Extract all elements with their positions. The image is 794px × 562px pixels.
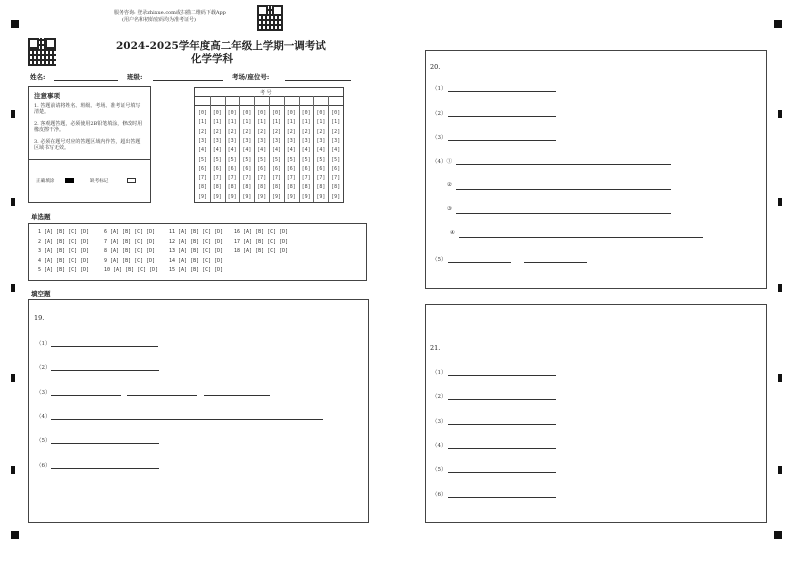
notice-item: 1. 答题前请将姓名、班级、考场、准考证号填写清楚。 — [34, 103, 141, 115]
timing-mark — [778, 466, 782, 474]
exam-number-bubble[interactable]: [8] — [257, 184, 267, 191]
q21-answer-line-2[interactable] — [448, 399, 556, 400]
room-seat-field[interactable] — [285, 80, 351, 81]
exam-number-bubble[interactable]: [1] — [316, 119, 326, 126]
q20-answer-line-4-1[interactable] — [456, 164, 671, 165]
corner-mark-bottom-left — [11, 531, 19, 539]
exam-number-bubble[interactable]: [6] — [301, 165, 311, 172]
mc-question-row[interactable]: 9 [A] [B] [C] [D] — [104, 257, 156, 264]
scan-note-sub: (用户名和初始密码均为准考证号) — [122, 17, 196, 23]
q20-answer-line-2[interactable] — [448, 116, 556, 117]
name-field[interactable] — [54, 80, 118, 81]
exam-number-bubble[interactable]: [6] — [242, 165, 252, 172]
exam-number-bubble[interactable]: [5] — [197, 156, 208, 163]
exam-number-bubble[interactable]: [3] — [286, 137, 296, 144]
exam-number-bubble[interactable]: [5] — [242, 156, 252, 163]
exam-number-bubble[interactable]: [7] — [197, 175, 208, 182]
timing-mark — [778, 284, 782, 292]
corner-mark-bottom-right — [774, 531, 782, 539]
q19-answer-line-4[interactable] — [51, 419, 323, 420]
subject-title: 化学学科 — [191, 53, 233, 65]
exam-number-bubble[interactable]: [9] — [257, 193, 267, 200]
exam-number-bubble[interactable]: [5] — [301, 156, 311, 163]
q21-number: 21. — [430, 344, 441, 352]
exam-number-bubble[interactable]: [5] — [331, 156, 341, 163]
mc-question-row[interactable]: 8 [A] [B] [C] [D] — [104, 248, 156, 254]
exam-number-bubble[interactable]: [8] — [242, 184, 252, 191]
mc-question-row[interactable]: 6 [A] [B] [C] [D] — [104, 229, 156, 235]
q20-part-3: （3） — [432, 135, 447, 141]
q19-part-5: （5） — [36, 438, 51, 444]
q20-answer-line-4-2[interactable] — [456, 189, 671, 190]
exam-number-bubble[interactable]: [8] — [286, 184, 296, 191]
corner-mark-top-left — [11, 20, 19, 28]
notice-item: 3. 必须在题号对应的答题区域内作答，超出答题区域书写无效。 — [34, 139, 141, 151]
q19-part-3: （3） — [36, 390, 51, 396]
q20-answer-line-4-4[interactable] — [459, 237, 703, 238]
exam-number-bubble[interactable]: [5] — [271, 156, 282, 163]
exam-number-bubble[interactable]: [2] — [242, 128, 252, 135]
q20-answer-line-4-3[interactable] — [456, 213, 671, 214]
q20-answer-box — [425, 50, 767, 289]
q19-part-4: （4） — [36, 414, 51, 420]
qr-code-icon — [28, 38, 56, 66]
absent-label: 缺考标记 — [90, 179, 109, 184]
mc-question-row[interactable]: 14 [A] [B] [C] [D] — [169, 257, 224, 264]
exam-number-bubble[interactable]: [8] — [301, 184, 311, 191]
mc-question-row[interactable]: 12 [A] [B] [C] [D] — [169, 238, 224, 245]
exam-number-bubble[interactable]: [1] — [301, 119, 311, 126]
exam-number-bubble[interactable]: [4] — [286, 147, 296, 154]
class-label: 班级: — [127, 73, 143, 81]
exam-number-bubble[interactable]: [2] — [197, 128, 208, 135]
exam-number-bubble[interactable]: [4] — [227, 147, 237, 154]
exam-number-bubble[interactable]: [4] — [271, 147, 282, 154]
exam-number-bubble[interactable]: [4] — [197, 147, 208, 154]
exam-number-bubble[interactable]: [9] — [301, 193, 311, 200]
exam-number-bubble[interactable]: [3] — [212, 137, 222, 144]
q20-answer-line-3[interactable] — [448, 140, 556, 141]
exam-number-bubble[interactable]: [0] — [242, 110, 252, 116]
q19-number: 19. — [34, 314, 45, 322]
exam-number-bubble[interactable]: [3] — [316, 137, 326, 144]
exam-number-bubble[interactable]: [0] — [212, 110, 222, 116]
qr-code-icon — [257, 5, 283, 31]
q21-answer-line-6[interactable] — [448, 497, 556, 498]
exam-number-bubble[interactable]: [1] — [227, 119, 237, 126]
exam-number-bubble[interactable]: [7] — [316, 175, 326, 182]
exam-number-bubble[interactable]: [9] — [271, 193, 282, 200]
exam-number-bubble[interactable]: [3] — [301, 137, 311, 144]
mc-question-row[interactable]: 2 [A] [B] [C] [D] — [38, 238, 90, 245]
exam-number-bubble[interactable]: [4] — [212, 147, 222, 154]
timing-mark — [11, 198, 15, 206]
exam-number-bubble[interactable]: [2] — [227, 128, 237, 135]
q20-part-4-1: （4）① — [432, 159, 452, 165]
exam-number-bubble[interactable]: [1] — [257, 119, 267, 126]
exam-number-bubble[interactable]: [0] — [316, 110, 326, 116]
mc-question-row[interactable]: 10 [A] [B] [C] [D] — [104, 267, 159, 273]
exam-number-bubble[interactable]: [0] — [197, 110, 208, 116]
q19-answer-line-3a[interactable] — [51, 395, 121, 396]
mc-answer-box — [28, 223, 367, 281]
exam-number-bubble[interactable]: [3] — [227, 137, 237, 144]
exam-number-bubble[interactable]: [3] — [257, 137, 267, 144]
q20-part-2: （2） — [432, 111, 447, 117]
mc-question-row[interactable]: 13 [A] [B] [C] [D] — [169, 248, 224, 254]
exam-number-bubble[interactable]: [6] — [286, 165, 296, 172]
q21-answer-line-1[interactable] — [448, 375, 556, 376]
exam-number-bubble[interactable]: [3] — [242, 137, 252, 144]
exam-number-bubble[interactable]: [7] — [242, 175, 252, 182]
filled-sample-icon — [65, 178, 74, 183]
exam-number-bubble[interactable]: [5] — [286, 156, 296, 163]
exam-number-bubble[interactable]: [5] — [227, 156, 237, 163]
exam-number-bubble[interactable]: [7] — [331, 175, 341, 182]
q21-answer-line-5[interactable] — [448, 472, 556, 473]
exam-number-bubble[interactable]: [8] — [271, 184, 282, 191]
q21-answer-box — [425, 304, 767, 523]
exam-number-bubble[interactable]: [4] — [301, 147, 311, 154]
q21-answer-line-4[interactable] — [448, 448, 556, 449]
exam-number-bubble[interactable]: [4] — [316, 147, 326, 154]
q21-part-1: （1） — [432, 370, 447, 376]
exam-number-bubble[interactable]: [1] — [242, 119, 252, 126]
exam-number-bubble[interactable]: [0] — [286, 110, 296, 116]
fill-section-title: 填空题 — [31, 290, 51, 298]
exam-number-bubble[interactable]: [4] — [257, 147, 267, 154]
exam-number-bubble[interactable]: [2] — [316, 128, 326, 135]
exam-number-bubble[interactable]: [6] — [257, 165, 267, 172]
exam-number-bubble[interactable]: [1] — [271, 119, 282, 126]
timing-mark — [11, 466, 15, 474]
notice-title: 注意事项 — [34, 92, 60, 100]
exam-number-bubble[interactable]: [6] — [331, 165, 341, 172]
timing-mark — [778, 110, 782, 118]
q20-part-5: （5） — [432, 257, 447, 263]
q20-part-1: （1） — [432, 86, 447, 92]
mc-question-row[interactable]: 15 [A] [B] [C] [D] — [169, 267, 224, 273]
mc-question-row[interactable]: 3 [A] [B] [C] [D] — [38, 248, 90, 254]
q19-answer-line-5[interactable] — [51, 443, 159, 444]
exam-number-bubble[interactable]: [6] — [227, 165, 237, 172]
exam-number-bubble[interactable]: [9] — [316, 193, 326, 200]
exam-number-bubble[interactable]: [9] — [227, 193, 237, 200]
q20-answer-line-1[interactable] — [448, 91, 556, 92]
exam-number-bubble[interactable]: [2] — [271, 128, 282, 135]
q19-part-1: （1） — [36, 341, 51, 347]
corner-mark-top-right — [774, 20, 782, 28]
exam-number-bubble[interactable]: [5] — [212, 156, 222, 163]
exam-number-bubble[interactable]: [7] — [212, 175, 222, 182]
exam-number-bubble[interactable]: [8] — [227, 184, 237, 191]
divider — [29, 159, 150, 160]
q21-part-6: （6） — [432, 492, 447, 498]
q20-number: 20. — [430, 63, 441, 71]
exam-number-bubble[interactable]: [0] — [227, 110, 237, 116]
exam-number-bubble[interactable]: [1] — [212, 119, 222, 126]
q20-answer-line-5b[interactable] — [524, 262, 587, 263]
exam-number-bubble[interactable]: [0] — [301, 110, 311, 116]
exam-number-bubble[interactable]: [0] — [271, 110, 282, 116]
exam-number-bubble[interactable]: [9] — [331, 193, 341, 200]
exam-number-bubble[interactable]: [2] — [257, 128, 267, 135]
q19-answer-line-2[interactable] — [51, 370, 159, 371]
q19-part-6: （6） — [36, 463, 51, 469]
exam-number-bubble[interactable]: [7] — [257, 175, 267, 182]
q20-part-4-3: ③ — [447, 206, 452, 212]
exam-number-bubble[interactable]: [2] — [286, 128, 296, 135]
exam-number-bubble[interactable]: [1] — [197, 119, 208, 126]
exam-number-bubble[interactable]: [4] — [331, 147, 341, 154]
exam-number-bubble[interactable]: [9] — [286, 193, 296, 200]
room-seat-label: 考场/座位号: — [232, 73, 270, 81]
timing-mark — [11, 284, 15, 292]
q20-answer-line-5a[interactable] — [448, 262, 511, 263]
exam-number-bubble[interactable]: [2] — [212, 128, 222, 135]
exam-number-bubble[interactable]: [9] — [197, 193, 208, 200]
exam-number-bubble[interactable]: [6] — [316, 165, 326, 172]
exam-number-bubble[interactable]: [7] — [227, 175, 237, 182]
exam-number-bubble[interactable]: [9] — [242, 193, 252, 200]
mc-question-row[interactable]: 4 [A] [B] [C] [D] — [38, 257, 90, 264]
timing-mark — [778, 198, 782, 206]
exam-number-bubble[interactable]: [0] — [257, 110, 267, 116]
q19-answer-line-3b[interactable] — [127, 395, 197, 396]
mc-question-row[interactable]: 17 [A] [B] [C] [D] — [234, 238, 289, 245]
exam-number-bubble[interactable]: [6] — [271, 165, 282, 172]
exam-number-bubble[interactable]: [7] — [271, 175, 282, 182]
exam-number-header: 考 号 — [260, 90, 272, 96]
q21-part-3: （3） — [432, 419, 447, 425]
name-label: 姓名: — [30, 73, 46, 81]
exam-number-bubble[interactable]: [1] — [331, 119, 341, 126]
notice-box — [28, 86, 151, 203]
mc-question-row[interactable]: 11 [A] [B] [C] [D] — [169, 229, 224, 235]
mc-question-row[interactable]: 16 [A] [B] [C] [D] — [234, 229, 289, 235]
q19-answer-line-3c[interactable] — [204, 395, 270, 396]
exam-number-bubble[interactable]: [8] — [331, 184, 341, 191]
q19-answer-line-1[interactable] — [51, 346, 158, 347]
exam-number-bubble[interactable]: [6] — [197, 165, 208, 172]
q19-part-2: （2） — [36, 365, 51, 371]
exam-number-bubble[interactable]: [1] — [286, 119, 296, 126]
absent-checkbox[interactable] — [127, 178, 136, 183]
exam-number-bubble[interactable]: [8] — [316, 184, 326, 191]
exam-number-bubble[interactable]: [7] — [286, 175, 296, 182]
exam-number-grid — [194, 87, 344, 203]
timing-mark — [778, 374, 782, 382]
mc-question-row[interactable]: 7 [A] [B] [C] [D] — [104, 238, 156, 245]
q21-part-2: （2） — [432, 394, 447, 400]
q19-answer-line-6[interactable] — [51, 468, 159, 469]
q21-part-4: （4） — [432, 443, 447, 449]
class-field[interactable] — [153, 80, 223, 81]
mc-question-row[interactable]: 5 [A] [B] [C] [D] — [38, 267, 90, 273]
exam-title: 2024-2025学年度高二年级上学期一调考试 — [116, 40, 326, 52]
exam-number-bubble[interactable]: [5] — [257, 156, 267, 163]
exam-number-bubble[interactable]: [6] — [212, 165, 222, 172]
mc-question-row[interactable]: 1 [A] [B] [C] [D] — [38, 229, 90, 235]
exam-number-bubble[interactable]: [3] — [331, 137, 341, 144]
exam-number-bubble[interactable]: [7] — [301, 175, 311, 182]
exam-number-bubble[interactable]: [8] — [212, 184, 222, 191]
mc-question-row[interactable]: 18 [A] [B] [C] [D] — [234, 248, 289, 254]
mc-section-title: 单选题 — [31, 213, 51, 221]
exam-number-bubble[interactable]: [9] — [212, 193, 222, 200]
exam-number-bubble[interactable]: [2] — [331, 128, 341, 135]
q21-answer-line-3[interactable] — [448, 424, 556, 425]
correct-fill-label: 正确填涂 — [36, 179, 55, 184]
q19-answer-box — [28, 299, 369, 523]
exam-number-bubble[interactable]: [3] — [271, 137, 282, 144]
timing-mark — [11, 110, 15, 118]
exam-number-bubble[interactable]: [2] — [301, 128, 311, 135]
q20-part-4-2: ② — [447, 182, 452, 188]
q20-part-4-4: ④ — [450, 230, 455, 236]
timing-mark — [11, 374, 15, 382]
exam-number-bubble[interactable]: [5] — [316, 156, 326, 163]
notice-item: 2. 客观题答题，必须使用2B铅笔填涂，修改时用橡皮擦干净。 — [34, 121, 143, 133]
exam-number-bubble[interactable]: [3] — [197, 137, 208, 144]
q21-part-5: （5） — [432, 467, 447, 473]
exam-number-bubble[interactable]: [4] — [242, 147, 252, 154]
scan-note: 服务咨询: 登录zhixue.com或扫描二维码下载App — [114, 10, 226, 16]
exam-number-bubble[interactable]: [8] — [197, 184, 208, 191]
exam-number-bubble[interactable]: [0] — [331, 110, 341, 116]
